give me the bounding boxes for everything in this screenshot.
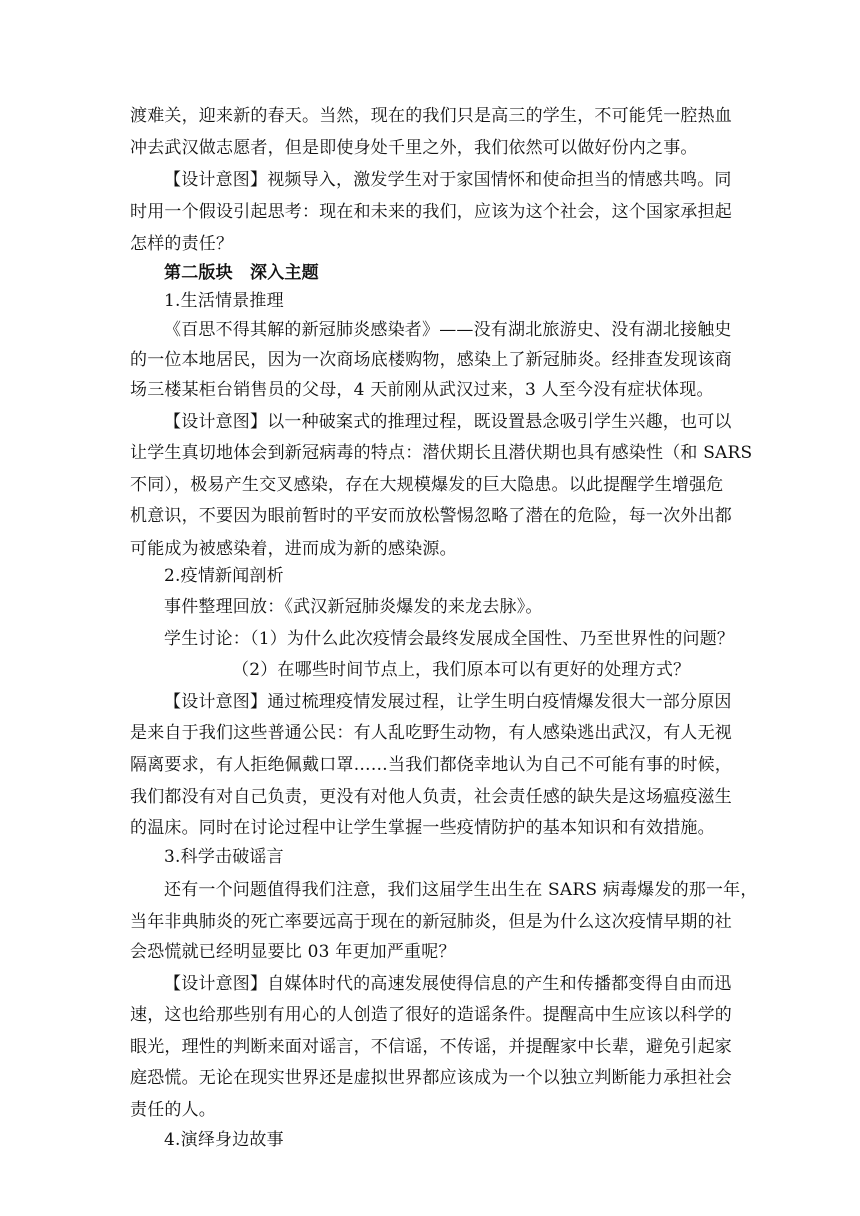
section-heading: 第二版块 深入主题 <box>164 263 319 283</box>
paragraph-line: 让学生真切地体会到新冠病毒的特点：潜伏期长且潜伏期也具有感染性（和 SARS <box>130 443 753 463</box>
subsection-heading: 2.疫情新闻剖析 <box>164 566 284 586</box>
paragraph-line: 责任的人。 <box>130 1100 216 1120</box>
paragraph-line: 不同），极易产生交叉感染，存在大规模爆发的巨大隐患。以此提醒学生增强危 <box>130 475 724 495</box>
paragraph-line: 《百思不得其解的新冠肺炎感染者》——没有湖北旅游史、没有湖北接触史 <box>164 320 732 340</box>
paragraph-line: 的一位本地居民，因为一次商场底楼购物，感染上了新冠肺炎。经排查发现该商 <box>130 350 732 370</box>
discussion-question: 学生讨论：（1）为什么此次疫情会最终发展成全国性、乃至世界性的问题？ <box>164 629 735 649</box>
design-intent-line: 【设计意图】以一种破案式的推理过程，既设置悬念吸引学生兴趣，也可以 <box>164 412 732 432</box>
discussion-question: （2）在哪些时间节点上，我们原本可以有更好的处理方式？ <box>232 660 691 680</box>
paragraph-line: 的温床。同时在讨论过程中让学生掌握一些疫情防护的基本知识和有效措施。 <box>130 818 715 838</box>
paragraph-line: 渡难关，迎来新的春天。当然，现在的我们只是高三的学生，不可能凭一腔热血 <box>130 106 732 126</box>
design-intent-line: 【设计意图】通过梳理疫情发展过程，让学生明白疫情爆发很大一部分原因 <box>164 692 732 712</box>
paragraph-line: 隔离要求，有人拒绝佩戴口罩……当我们都侥幸地认为自己不可能有事的时候， <box>130 755 732 775</box>
paragraph-line: 庭恐慌。无论在现实世界还是虚拟世界都应该成为一个以独立判断能力承担社会 <box>130 1068 732 1088</box>
paragraph-line: 速，这也给那些别有用心的人创造了很好的造谣条件。提醒高中生应该以科学的 <box>130 1005 732 1025</box>
paragraph-line: 当年非典肺炎的死亡率要远高于现在的新冠肺炎，但是为什么这次疫情早期的社 <box>130 912 732 932</box>
design-intent-line: 【设计意图】视频导入，激发学生对于家国情怀和使命担当的情感共鸣。同 <box>164 170 732 190</box>
paragraph-line: 怎样的责任？ <box>130 234 234 254</box>
paragraph-line: 机意识，不要因为眼前暂时的平安而放松警惕忽略了潜在的危险，每一次外出都 <box>130 506 732 526</box>
paragraph-line: 我们都没有对自己负责，更没有对他人负责，社会责任感的缺失是这场瘟疫滋生 <box>130 787 732 807</box>
design-intent-line: 【设计意图】自媒体时代的高速发展使得信息的产生和传播都变得自由而迅 <box>164 974 732 994</box>
paragraph-line: 冲去武汉做志愿者，但是即使身处千里之外，我们依然可以做好份内之事。 <box>130 138 698 158</box>
paragraph-line: 可能成为被感染着，进而成为新的感染源。 <box>130 539 457 559</box>
subsection-heading: 1.生活情景推理 <box>164 291 284 311</box>
paragraph-line: 眼光，理性的判断来面对谣言，不信谣，不传谣，并提醒家中长辈，避免引起家 <box>130 1037 732 1057</box>
paragraph-line: 还有一个问题值得我们注意，我们这届学生出生在 SARS 病毒爆发的那一年， <box>164 880 758 900</box>
paragraph-line: 是来自于我们这些普通公民：有人乱吃野生动物，有人感染逃出武汉，有人无视 <box>130 723 732 743</box>
paragraph-line: 会恐慌就已经明显要比 03 年更加严重呢？ <box>130 942 456 962</box>
subsection-heading: 3.科学击破谣言 <box>164 847 284 867</box>
subsection-heading: 4.演绎身边故事 <box>164 1130 284 1150</box>
paragraph-line: 场三楼某柜台销售员的父母，4 天前刚从武汉过来，3 人至今没有症状体现。 <box>130 380 714 400</box>
paragraph-line: 时用一个假设引起思考：现在和未来的我们，应该为这个社会，这个国家承担起 <box>130 202 732 222</box>
paragraph-line: 事件整理回放：《武汉新冠肺炎爆发的来龙去脉》。 <box>164 597 543 617</box>
